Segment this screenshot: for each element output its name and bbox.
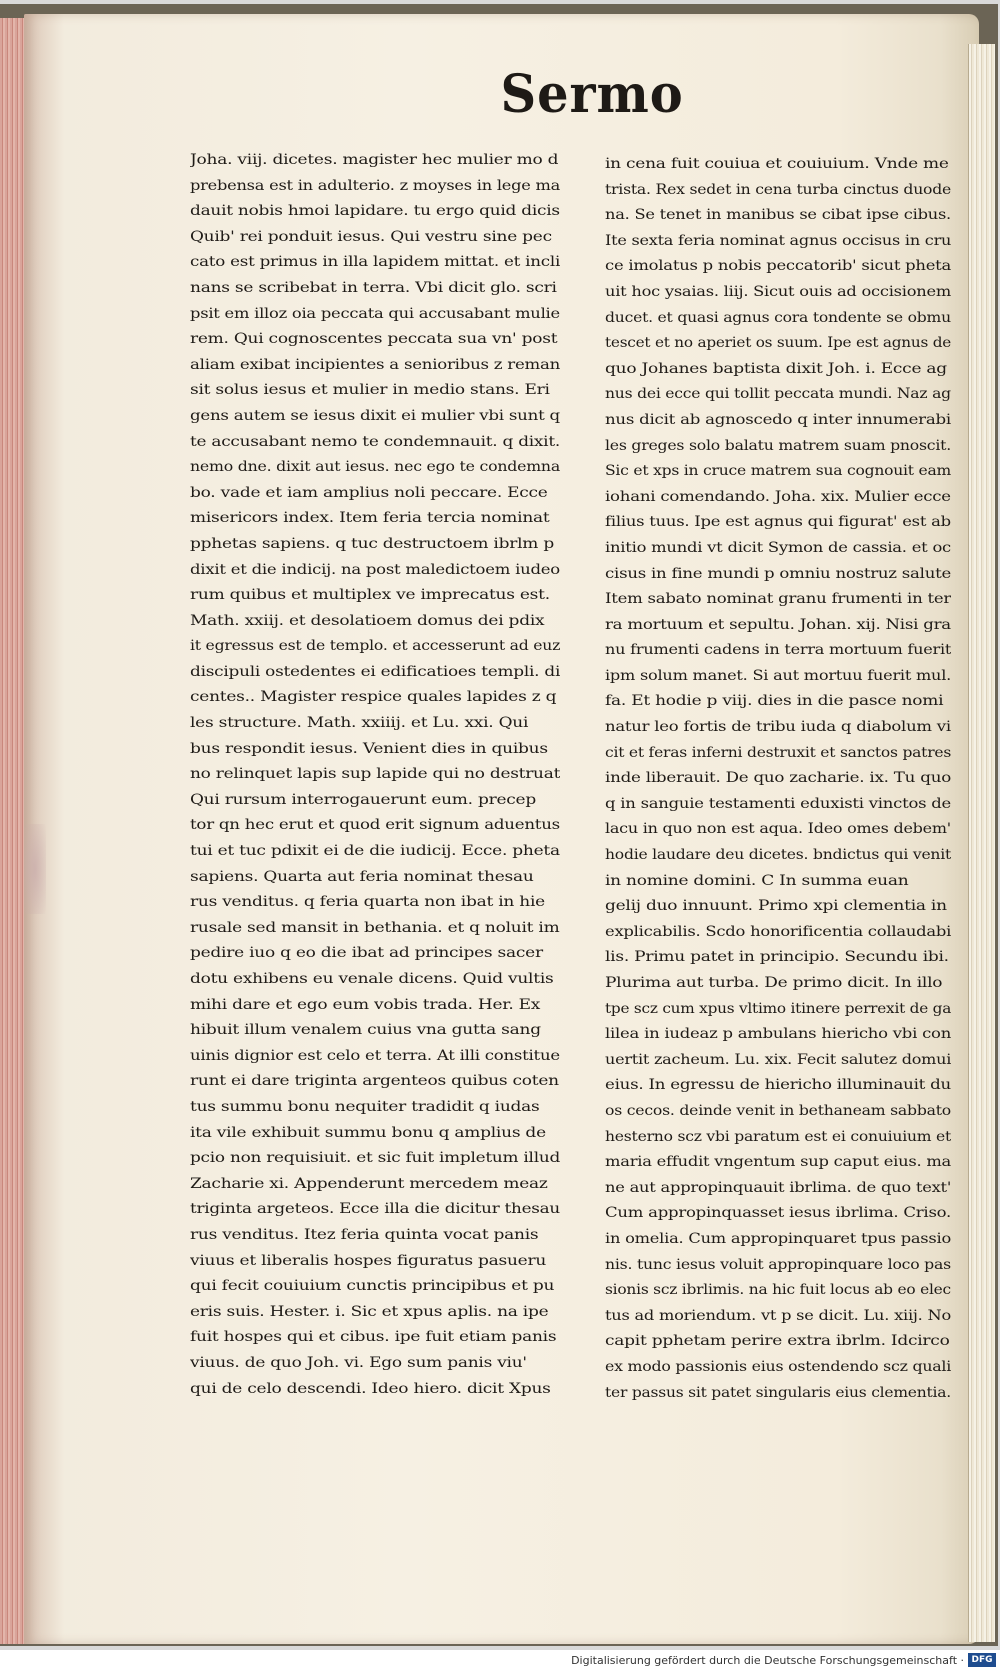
text-line: ducet. et quasi agnus cora tondente se obmu: [605, 309, 951, 326]
text-line: gelij duo innuunt. Primo xpi clementia in: [605, 898, 947, 915]
text-line: runt ei dare triginta argenteos quibus coten: [190, 1073, 559, 1090]
text-line: iohani comendando. Joha. xix. Mulier ecce: [605, 488, 951, 505]
text-line: prebensa est in adulterio. z moyses in lege ma: [190, 177, 560, 194]
text-line: in omelia. Cum appropinquaret tpus passio: [605, 1230, 951, 1247]
text-line: rus venditus. Itez feria quinta vocat panis: [190, 1226, 539, 1243]
text-line: hodie laudare deu dicetes. bndictus qui venit: [605, 847, 951, 864]
text-line: viuus et liberalis hospes figuratus pasueru: [190, 1252, 547, 1269]
text-line: sit solus iesus et mulier in medio stans. Eri: [190, 382, 550, 399]
text-line: Zacharie xi. Appenderunt mercedem meaz: [190, 1175, 548, 1192]
text-line: rum quibus et multiplex ve imprecatus est.: [190, 587, 550, 604]
text-line: lacu in quo non est aqua. Ideo omes debem': [605, 821, 951, 838]
text-line: fuit hospes qui et cibus. ipe fuit etiam panis: [190, 1329, 557, 1346]
text-line: in nomine domini. C In summa euan: [605, 872, 909, 889]
text-line: trista. Rex sedet in cena turba cinctus duode: [605, 181, 951, 198]
text-line: q in sanguie testamenti eduxisti vinctos de: [605, 795, 951, 812]
text-line: discipuli ostedentes ei edificatioes templi. di: [190, 663, 560, 680]
text-line: tpe scz cum xpus vltimo itinere perrexit de ga: [605, 1000, 951, 1017]
text-line: eius. In egressu de hiericho illuminauit du: [605, 1077, 951, 1094]
text-line: lilea in iudeaz p ambulans hiericho vbi con: [605, 1026, 951, 1043]
footer-credit: Digitalisierung gefördert durch die Deutsche Forschungsgemeinschaft ·: [571, 1654, 964, 1667]
text-line: qui de celo descendi. Ideo hiero. dicit Xpus: [190, 1380, 551, 1397]
text-line: misericors index. Item feria tercia nominat: [190, 510, 550, 527]
text-line: fa. Et hodie p viij. dies in die pasce nomi: [605, 693, 944, 710]
right-page-edges: [968, 44, 995, 1642]
left-page-edges: [0, 18, 27, 1644]
page-stain: [24, 824, 46, 914]
text-line: hesterno scz vbi paratum est ei conuiuium et: [605, 1128, 951, 1145]
text-line: nu frumenti cadens in terra mortuum fuerit: [605, 642, 951, 659]
text-line: no relinquet lapis sup lapide qui no destruat: [190, 766, 560, 783]
text-line: nans se scribebat in terra. Vbi dicit glo. scri: [190, 279, 557, 296]
text-line: inde liberauit. De quo zacharie. ix. Tu quo: [605, 770, 951, 787]
text-line: ra mortuum et sepultu. Johan. xij. Nisi gra: [605, 616, 951, 633]
text-line: tor qn hec erut et quod erit signum aduentus: [190, 817, 560, 834]
text-line: initio mundi vt dicit Symon de cassia. et oc: [605, 539, 951, 556]
text-line: dauit nobis hmoi lapidare. tu ergo quid dicis: [190, 203, 560, 220]
text-line: mihi dare et ego eum vobis trada. Her. Ex: [190, 996, 541, 1013]
footer-bar: [0, 1650, 1000, 1671]
text-line: cisus in fine mundi p omniu nostruz salute: [605, 565, 951, 582]
text-line: natur leo fortis de tribu iuda q diabolum vi: [605, 719, 951, 736]
text-line: uinis dignior est celo et terra. At illi constitue: [190, 1047, 560, 1064]
text-line: pedire iuo q eo die ibat ad principes sacer: [190, 945, 543, 962]
text-line: Cum appropinquasset iesus ibrlima. Criso.: [605, 1205, 951, 1222]
text-line: tescet et no aperiet os suum. Ipe est agnus de: [605, 335, 951, 352]
text-line: les structure. Math. xxiiij. et Lu. xxi. Qui: [190, 715, 529, 732]
text-line: Math. xxiij. et desolatioem domus dei pdix: [190, 612, 545, 629]
text-line: cato est primus in illa lapidem mittat. et incli: [190, 254, 560, 271]
text-line: aliam exibat incipientes a senioribus z reman: [190, 356, 560, 373]
text-line: nus dei ecce qui tollit peccata mundi. Naz ag: [605, 386, 951, 403]
text-line: sionis scz ibrlimis. na hic fuit locus ab eo elec: [605, 1282, 951, 1299]
text-line: lis. Primu patet in principio. Secundu ibi.: [605, 949, 949, 966]
page-headline: Sermo: [500, 64, 684, 125]
text-line: hibuit illum venalem cuius vna gutta sang: [190, 1022, 541, 1039]
text-line: explicabilis. Scdo honorificentia collaudabi: [605, 923, 951, 940]
text-line: ter passus sit patet singularis eius clementia.: [605, 1384, 951, 1401]
text-line: dotu exhibens eu venale dicens. Quid vultis: [190, 971, 554, 987]
text-line: tus ad moriendum. vt p se dicit. Lu. xiij. No: [605, 1307, 951, 1324]
text-line: in cena fuit couiua et couiuium. Vnde me: [605, 156, 949, 172]
text-line: bo. vade et iam amplius noli peccare. Ecce: [190, 484, 548, 501]
text-line: viuus. de quo Joh. vi. Ego sum panis viu': [190, 1354, 527, 1371]
text-line: ita vile exhibuit summu bonu q amplius de: [190, 1124, 546, 1141]
left-text-column: [190, 148, 560, 1402]
text-line: Ite sexta feria nominat agnus occisus in cru: [605, 232, 951, 249]
text-line: cit et feras inferni destruxit et sanctos patres: [605, 744, 951, 761]
text-line: pcio non requisiuit. et sic fuit impletum illud: [190, 1150, 560, 1167]
text-line: Quib' rei ponduit iesus. Qui vestru sine pec: [190, 228, 552, 245]
text-line: triginta argeteos. Ecce illa die dicitur thesau: [190, 1201, 560, 1218]
text-line: centes.. Magister respice quales lapides z q: [190, 689, 557, 706]
text-line: ipm solum manet. Si aut mortuu fuerit mul.: [605, 667, 951, 684]
text-line: it egressus est de templo. et accesserunt ad euz: [190, 638, 560, 655]
text-line: eris suis. Hester. i. Sic et xpus aplis. na ipe: [190, 1303, 549, 1320]
text-line: Item sabato nominat granu frumenti in ter: [605, 591, 951, 608]
text-line: tui et tuc pdixit ei de die iudicij. Ecce. pheta: [190, 843, 560, 860]
text-line: Plurima aut turba. De primo dicit. In illo: [605, 975, 943, 991]
text-line: na. Se tenet in manibus se cibat ipse cibus.: [605, 207, 951, 224]
text-line: rusale sed mansit in bethania. et q noluit im: [190, 919, 560, 936]
text-line: psit em illoz oia peccata qui accusabant mulie: [190, 305, 560, 322]
right-text-column: [605, 152, 951, 1406]
text-line: rus venditus. q feria quarta non ibat in hie: [190, 894, 545, 911]
text-line: nis. tunc iesus voluit appropinquare loco pas: [605, 1256, 951, 1273]
text-line: pphetas sapiens. q tuc destructoem ibrlm p: [190, 535, 554, 552]
text-line: maria effudit vngentum sup caput eius. ma: [605, 1154, 951, 1171]
text-line: ex modo passionis eius ostendendo scz quali: [605, 1358, 951, 1375]
text-line: bus respondit iesus. Venient dies in quibus: [190, 740, 548, 757]
text-line: les greges solo balatu matrem suam pnoscit.: [605, 437, 951, 454]
text-line: ne aut appropinquauit ibrlima. de quo text': [605, 1179, 951, 1196]
text-line: uit hoc ysaias. liij. Sicut ouis ad occisionem: [605, 283, 951, 300]
text-line: capit pphetam perire extra ibrlm. Idcirco: [605, 1333, 950, 1350]
text-line: Joha. viij. dicetes. magister hec mulier mo d: [190, 152, 559, 168]
text-line: tus summu bonu nequiter tradidit q iudas: [190, 1098, 540, 1115]
text-line: gens autem se iesus dixit ei mulier vbi sunt q: [190, 407, 560, 424]
text-line: quo Johanes baptista dixit Joh. i. Ecce ag: [605, 360, 947, 377]
text-line: os cecos. deinde venit in bethaneam sabbato: [605, 1102, 951, 1119]
text-line: nus dicit ab agnoscedo q inter innumerabi: [605, 411, 951, 428]
text-line: dixit et die indicij. na post maledictoem iudeo: [190, 561, 560, 578]
dfg-logo: DFG: [968, 1653, 996, 1667]
text-line: uertit zacheum. Lu. xix. Fecit salutez domui: [605, 1051, 951, 1068]
text-line: qui fecit couiuium cunctis principibus et pu: [190, 1278, 555, 1295]
text-line: ce imolatus p nobis peccatorib' sicut pheta: [605, 258, 951, 275]
text-line: filius tuus. Ipe est agnus qui figurat' est ab: [605, 514, 951, 531]
text-line: nemo dne. dixit aut iesus. nec ego te condemna: [190, 459, 560, 476]
text-line: sapiens. Quarta aut feria nominat thesau: [190, 868, 534, 885]
text-line: te accusabant nemo te condemnauit. q dixit.: [190, 433, 560, 450]
text-line: rem. Qui cognoscentes peccata sua vn' post: [190, 331, 558, 348]
text-line: Sic et xps in cruce matrem sua cognouit eam: [605, 463, 951, 480]
text-line: Qui rursum interrogauerunt eum. precep: [190, 791, 536, 808]
